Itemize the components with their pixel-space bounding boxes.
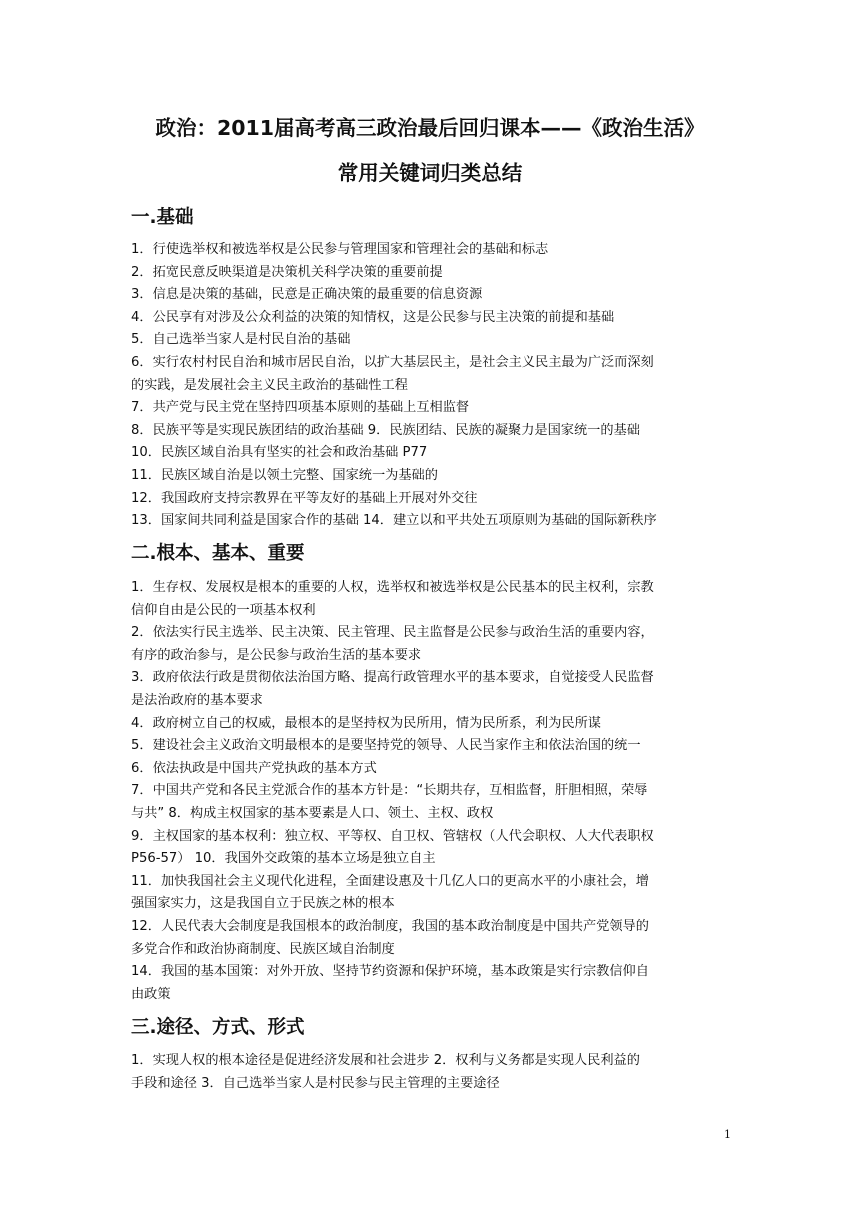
- list-item: 11．民族区域自治是以领土完整、国家统一为基础的: [131, 467, 438, 483]
- list-item: 2．拓宽民意反映渠道是决策机关科学决策的重要前提: [131, 264, 443, 280]
- list-item: 1．行使选举权和被选举权是公民参与管理国家和管理社会的基础和标志: [131, 242, 549, 257]
- page-number: 1: [724, 1128, 731, 1141]
- section-approaches-lines: [131, 1050, 731, 1095]
- list-item: 6．依法执政是中国共产党执政的基本方式: [131, 760, 377, 776]
- list-item: 13．国家间共同利益是国家合作的基础 14．建立以和平共处五项原则为基础的国际新秩序: [131, 513, 657, 529]
- section-fundamental-lines: [131, 577, 731, 1006]
- list-item: 6．实行农村村民自治和城市居民自治，以扩大基层民主，是社会主义民主最为广泛而深刻: [131, 354, 654, 370]
- list-item: 3．政府依法行政是贯彻依法治国方略、提高行政管理水平的基本要求，自觉接受人民监督: [131, 670, 654, 686]
- list-item: 12．人民代表大会制度是我国根本的政治制度，我国的基本政治制度是中国共产党领导的: [131, 918, 649, 934]
- list-item: 3．信息是决策的基础，民意是正确决策的最重要的信息资源: [131, 287, 483, 303]
- list-item: 5．建设社会主义政治文明最根本的是要坚持党的领导、人民当家作主和依法治国的统一: [131, 738, 641, 754]
- list-item: 5．自己选举当家人是村民自治的基础: [131, 332, 351, 348]
- list-item: 14．我国的基本国策：对外开放、坚持节约资源和保护环境，基本政策是实行宗教信仰自: [131, 964, 649, 980]
- list-item: 1．实现人权的根本途径是促进经济发展和社会进步 2．权利与义务都是实现人民利益的: [131, 1053, 640, 1068]
- list-item: 有序的政治参与，是公民参与政治生活的基本要求: [131, 647, 422, 663]
- section-heading-approaches: 三.途径、方式、形式: [131, 1017, 305, 1038]
- list-item: 与共” 8．构成主权国家的基本要素是人口、领土、主权、政权: [131, 805, 494, 821]
- list-item: 信仰自由是公民的一项基本权利: [131, 602, 316, 618]
- list-item: 7．共产党与民主党在坚持四项基本原则的基础上互相监督: [131, 400, 470, 416]
- list-item: 2．依法实行民主选举、民主决策、民主管理、民主监督是公民参与政治生活的重要内容，: [131, 625, 654, 641]
- list-item: 9．主权国家的基本权利：独立权、平等权、自卫权、管辖权（人代会职权、人大代表职权: [131, 828, 654, 844]
- list-item: 多党合作和政治协商制度、民族区域自治制度: [131, 941, 395, 957]
- list-item: 手段和途径 3．自己选举当家人是村民参与民主管理的主要途径: [131, 1075, 500, 1091]
- list-item: 是法治政府的基本要求: [131, 692, 263, 708]
- list-item: 强国家实力，这是我国自立于民族之林的根本: [131, 896, 395, 912]
- section-basis-lines: [131, 239, 731, 533]
- document-subtitle: 常用关键词归类总结: [337, 161, 523, 185]
- section-heading-fundamental: 二.根本、基本、重要: [131, 543, 305, 564]
- list-item: P56-57） 10．我国外交政策的基本立场是独立自主: [131, 851, 436, 867]
- list-item: 4．公民享有对涉及公众利益的决策的知情权，这是公民参与民主决策的前提和基础: [131, 309, 615, 325]
- document-title: 政治：2011届高考高三政治最后回归课本——《政治生活》: [155, 116, 705, 140]
- list-item: 12．我国政府支持宗教界在平等友好的基础上开展对外交往: [131, 490, 478, 506]
- list-item: 4．政府树立自己的权威，最根本的是坚持权为民所用，情为民所系，利为民所谋: [131, 715, 601, 731]
- section-heading-basis: 一.基础: [131, 207, 194, 228]
- list-item: 由政策: [131, 986, 171, 1002]
- list-item: 11．加快我国社会主义现代化进程，全面建设惠及十几亿人口的更高水平的小康社会，增: [131, 873, 649, 889]
- list-item: 7．中国共产党和各民主党派合作的基本方针是：“长期共存，互相监督，肝胆相照，荣辱: [131, 783, 648, 799]
- list-item: 8．民族平等是实现民族团结的政治基础 9．民族团结、民族的凝聚力是国家统一的基础: [131, 422, 640, 438]
- list-item: 的实践，是发展社会主义民主政治的基础性工程: [131, 377, 408, 393]
- list-item: 10．民族区域自治具有坚实的社会和政治基础 P77: [131, 445, 428, 461]
- list-item: 1．生存权、发展权是根本的重要的人权，选举权和被选举权是公民基本的民主权利，宗教: [131, 580, 654, 595]
